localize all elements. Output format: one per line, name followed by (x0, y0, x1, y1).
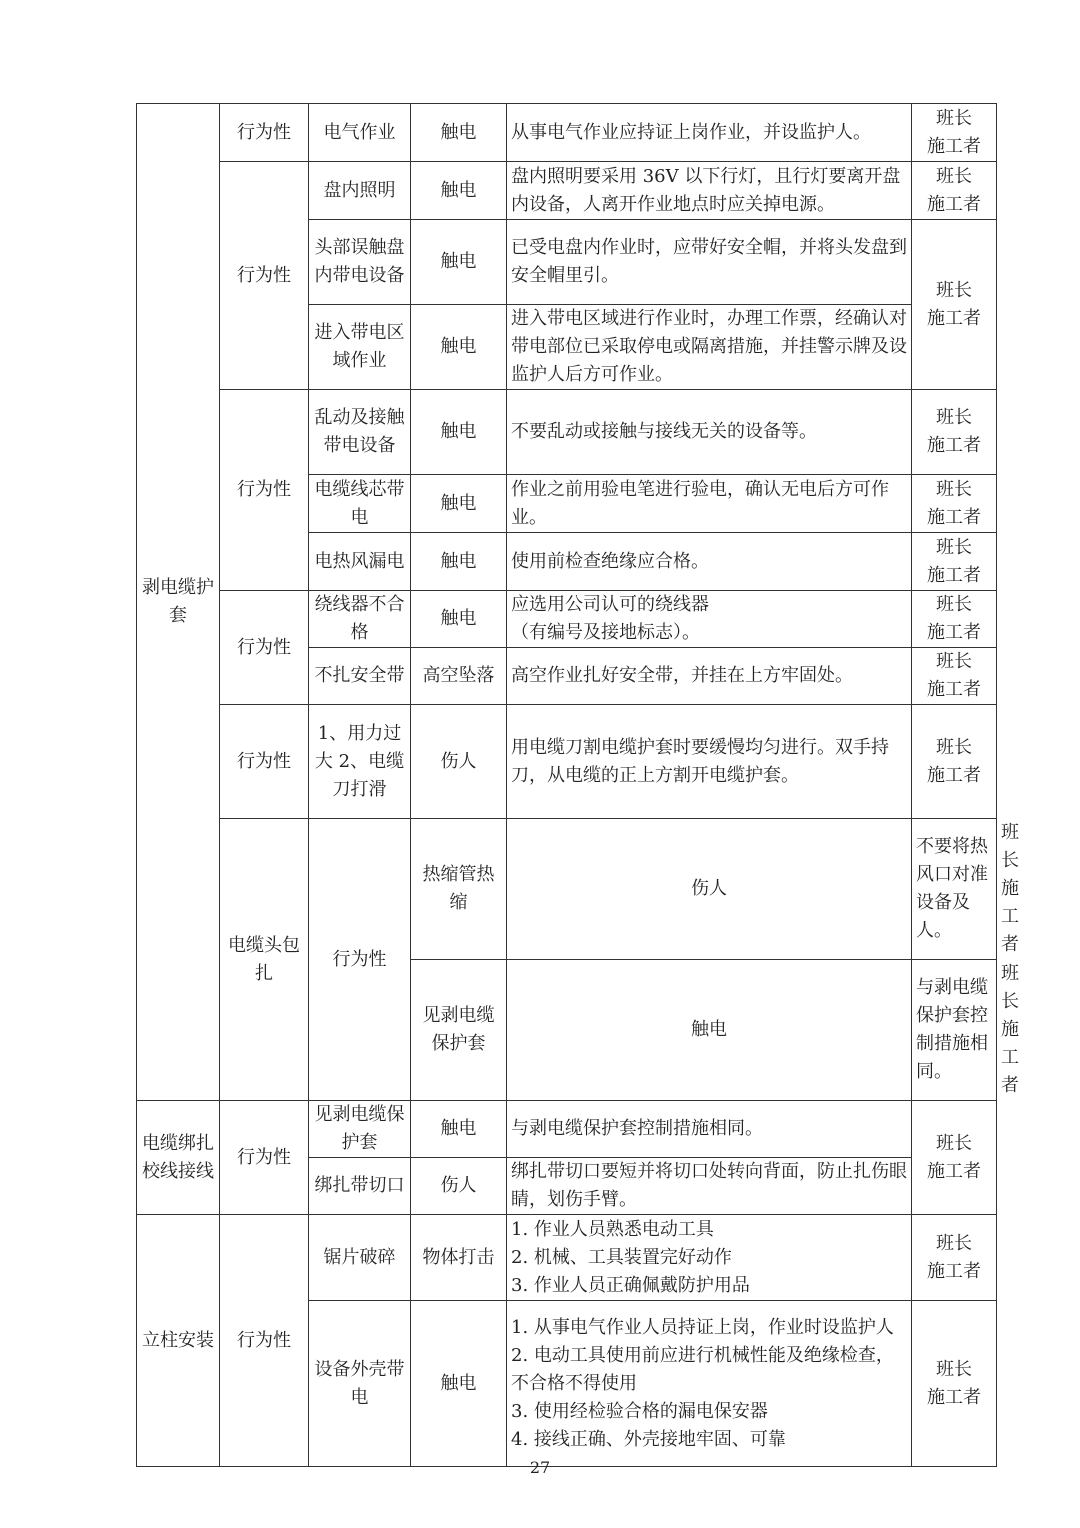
measure-line: 用电缆刀割电缆护套时要缓慢均匀进行。双手持刀，从电缆的正上方割开电缆护套。 (511, 736, 889, 786)
responsible-cell: 班长 施工者 (912, 1101, 997, 1215)
measure-cell (507, 1101, 912, 1158)
measure-line: 3. 作业人员正确佩戴防护用品 (511, 1274, 750, 1296)
responsible-cell: 班长 施工者 (912, 648, 997, 705)
table-row (137, 162, 997, 220)
measure-cell (507, 1215, 912, 1301)
hazard-cell: 绑扎带切口 (309, 1158, 411, 1215)
measure-line: 4. 接线正确、外壳接地牢固、可靠 (511, 1428, 786, 1450)
process-cell: 电缆头包扎 (220, 819, 309, 1101)
hazard-cell: 头部误触盘内带电设备 (309, 220, 411, 305)
measure-line: 2. 电动工具使用前应进行机械性能及绝缘检查，不合格不得使用 (511, 1344, 894, 1394)
hazard-cell: 盘内照明 (309, 162, 411, 220)
responsible-cell: 班长 施工者 (912, 162, 997, 220)
accident-cell: 触电 (411, 1301, 507, 1467)
responsible-cell: 班长 施工者 (912, 1301, 997, 1467)
accident-cell: 触电 (411, 305, 507, 390)
responsible-cell: 班长 施工者 (912, 705, 997, 819)
measure-cell (507, 390, 912, 475)
measure-line: 绑扎带切口要短并将切口处转向背面，防止扎伤眼睛，划伤手臂。 (511, 1161, 907, 1210)
hazard-cell: 见剥电缆保护套 (309, 1101, 411, 1158)
measure-cell (507, 705, 912, 819)
measure-line: 不要将热风口对准设备及人。 (916, 836, 988, 941)
responsible-cell: 班长 施工者 (912, 220, 997, 390)
accident-cell: 伤人 (411, 705, 507, 819)
table-row (137, 390, 997, 475)
hazard-cell: 乱动及接触带电设备 (309, 390, 411, 475)
measure-cell (507, 648, 912, 705)
hazard-cell: 电热风漏电 (309, 533, 411, 591)
measure-line: 不要乱动或接触与接线无关的设备等。 (511, 421, 817, 442)
measure-line: （有编号及接地标志）。 (511, 622, 700, 643)
hazard-cell: 1、用力过大 2、电缆刀打滑 (309, 705, 411, 819)
responsible-cell: 班长 施工者 (912, 533, 997, 591)
responsible-cell: 班长 施工者 (912, 1215, 997, 1301)
responsible-cell: 班长 施工者 (912, 475, 997, 533)
measure-cell (507, 1301, 912, 1467)
process-cell: 剥电缆护套 (137, 104, 220, 1101)
table-row (137, 705, 997, 819)
hazard-cell: 热缩管热缩 (411, 819, 507, 960)
accident-cell: 触电 (411, 220, 507, 305)
hazard-cell: 电气作业 (309, 104, 411, 162)
category-cell: 行为性 (220, 705, 309, 819)
hazard-cell: 设备外壳带电 (309, 1301, 411, 1467)
hazard-cell: 电缆线芯带电 (309, 475, 411, 533)
category-cell: 行为性 (220, 104, 309, 162)
accident-cell: 物体打击 (411, 1215, 507, 1301)
table-row (137, 1101, 997, 1158)
process-cell: 电缆绑扎校线接线 (137, 1101, 220, 1215)
category-cell: 行为性 (220, 591, 309, 705)
table-row (137, 1215, 997, 1301)
measure-line: 作业之前用验电笔进行验电，确认无电后方可作业。 (511, 478, 889, 528)
measure-cell (507, 104, 912, 162)
table-row (137, 591, 997, 648)
measure-line: 1. 作业人员熟悉电动工具 (511, 1218, 714, 1240)
accident-cell: 触电 (411, 390, 507, 475)
table-row: 见剥电缆保护套 触电 与剥电缆保护套控制措施相同。 班长 施工者 (137, 960, 997, 1101)
accident-cell: 触电 (411, 533, 507, 591)
responsible-cell: 班长 施工者 (912, 104, 997, 162)
measure-line: 进入带电区域进行作业时，办理工作票，经确认对带电部位已采取停电或隔离措施，并挂警示牌及设监护人后方可作业。 (511, 308, 907, 385)
accident-cell: 伤人 (507, 819, 912, 960)
page-number: 27 (529, 1458, 551, 1477)
measure-line: 1. 从事电气作业人员持证上岗，作业时设监护人 (511, 1316, 894, 1338)
accident-cell: 伤人 (411, 1158, 507, 1215)
measure-line: 已受电盘内作业时，应带好安全帽，并将头发盘到安全帽里引。 (511, 237, 907, 286)
category-cell: 行为性 (220, 1215, 309, 1467)
measure-cell (507, 533, 912, 591)
measure-cell (912, 960, 997, 1101)
hazard-cell: 不扎安全带 (309, 648, 411, 705)
table-row: 电缆头包扎 行为性 热缩管热缩 伤人 不要将热风口对准设备及人。 班长 施工者 (137, 819, 997, 960)
category-cell: 行为性 (220, 390, 309, 591)
measure-cell (507, 1158, 912, 1215)
hazard-cell: 绕线器不合格 (309, 591, 411, 648)
accident-cell: 高空坠落 (411, 648, 507, 705)
measure-line: 高空作业扎好安全带，并挂在上方牢固处。 (511, 665, 853, 686)
measure-line: 使用前检查绝缘应合格。 (511, 550, 709, 572)
category-cell: 行为性 (220, 162, 309, 390)
responsible-cell: 班长 施工者 (912, 591, 997, 648)
measure-cell (507, 591, 912, 648)
process-cell: 立柱安装 (137, 1215, 220, 1467)
responsible-cell: 班长 施工者 (912, 390, 997, 475)
category-cell: 行为性 (220, 1101, 309, 1215)
hazard-cell: 见剥电缆保护套 (411, 960, 507, 1101)
measure-cell (912, 819, 997, 960)
measure-line: 与剥电缆保护套控制措施相同。 (916, 977, 988, 1082)
accident-cell: 触电 (507, 960, 912, 1101)
measure-cell (507, 162, 912, 220)
accident-cell: 触电 (411, 475, 507, 533)
hazard-control-table (136, 103, 1019, 1467)
hazard-cell: 进入带电区域作业 (309, 305, 411, 390)
measure-cell (507, 305, 912, 390)
hazard-cell: 锯片破碎 (309, 1215, 411, 1301)
measure-line: 2. 机械、工具装置完好动作 (511, 1246, 732, 1268)
accident-cell: 触电 (411, 104, 507, 162)
measure-line: 盘内照明要采用 36V 以下行灯，且行灯要离开盘内设备，人离开作业地点时应关掉电源。 (511, 165, 901, 215)
accident-cell: 触电 (411, 591, 507, 648)
measure-line: 3. 使用经检验合格的漏电保安器 (511, 1400, 768, 1422)
accident-cell: 触电 (411, 162, 507, 220)
accident-cell: 触电 (411, 1101, 507, 1158)
measure-cell (507, 220, 912, 305)
measure-cell (507, 475, 912, 533)
table-row (137, 104, 997, 162)
category-cell: 行为性 (309, 819, 411, 1101)
measure-line: 与剥电缆保护套控制措施相同。 (511, 1118, 763, 1139)
measure-line: 从事电气作业应持证上岗作业，并设监护人。 (511, 121, 871, 143)
measure-line: 应选用公司认可的绕线器 (511, 594, 709, 615)
